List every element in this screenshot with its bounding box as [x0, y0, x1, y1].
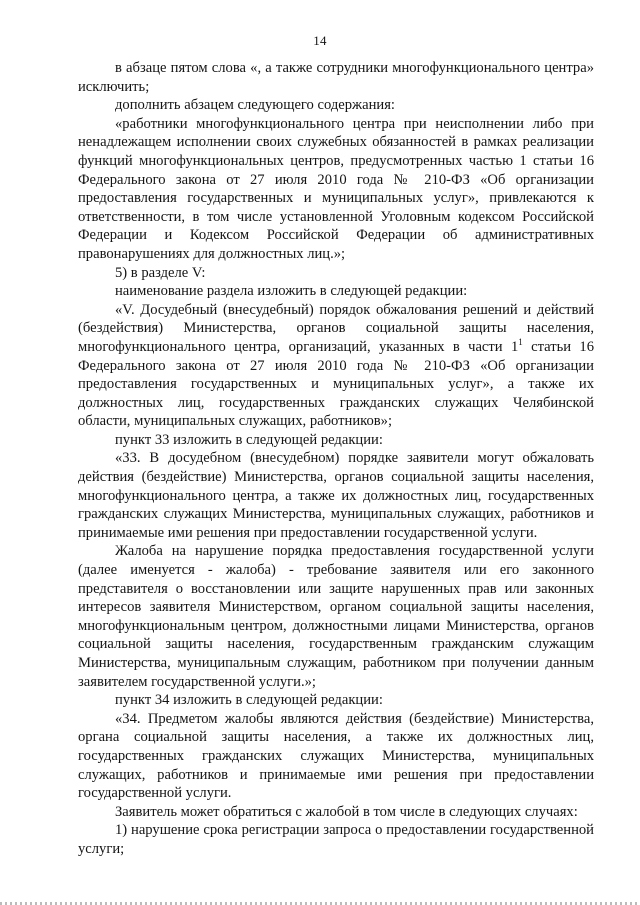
paragraph-3: «работники многофункционального центра при неисполнении либо при ненадлежащем исполнении своих служебных обязанностей в рамках реализации функций многофункциональных центров, предусмотренных частью 1 статьи 16 Федерального закона от 27 июля 2010 года № 210-ФЗ «Об организации предоставления государственных и муниципальных услуг», привлекаются к ответственности, в том числе установленной Уголовным кодексом Российской Федерации и Кодексом Российской Федерации об административных правонарушениях для должностных лиц.»;: [78, 115, 594, 262]
paragraph-8: «33. В досудебном (внесудебном) порядке заявители могут обжаловать действия (бездействие) Министерства, органов социальной защиты населения, многофункционального центра, а также их должностных лиц, государственных гражданских служащих Министерства, муниципальных служащих, работников и принимаемые ими решения при предоставлении государственной услуги.: [78, 450, 594, 541]
paragraph-7: пункт 33 изложить в следующей редакции:: [115, 431, 383, 448]
paragraph-9: Жалоба на нарушение порядка предоставления государственной услуги (далее именуется - жалоба) - требование заявителя или его законного представителя о восстановлении или защите нарушенных прав или законных интересов заявителя Министерством, органом социальной защиты населения, многофункциональным центром, должностными лицами Министерства, органов социальной защиты населения, государственным гражданским служащим Министерства, муниципальным служащим, работником при получении данным заявителем государственной услуги.»;: [78, 543, 594, 690]
paragraph-6-part-2: статьи 16 Федерального закона от 27 июля 2010 года № 210-ФЗ «Об организации предоставления государственных и муниципальных услуг», а также их должностных лиц, государственных гражданских служащих Челябинской области, муниципальных служащих, работников»;: [78, 338, 594, 430]
paragraph-6-superscript: 1: [518, 336, 523, 347]
paragraph-5: наименование раздела изложить в следующей редакции:: [115, 283, 468, 300]
paragraph-11: «34. Предметом жалобы являются действия (бездействие) Министерства, органа социальной защиты населения, а также их должностных лиц, государственных гражданских служащих Министерства, муниципальных служащих, работников и принимаемые ими решения при предоставлении государственной услуги.: [78, 710, 594, 802]
page-number: 14: [313, 33, 327, 48]
paragraph-2: дополнить абзацем следующего содержания:: [115, 97, 395, 114]
document-body: [78, 59, 594, 859]
paragraph-10: пункт 34 изложить в следующей редакции:: [115, 692, 383, 709]
paragraph-6: [78, 301, 594, 431]
paragraph-1: в абзаце пятом слова «, а также сотрудники многофункционального центра» исключить;: [78, 60, 594, 95]
paragraph-6-part-1: «V. Досудебный (внесудебный) порядок обжалования решений и действий (бездействия) Министерства, органов социальной защиты населения, многофункционального центра, организаций, указанных в части 1: [78, 301, 594, 355]
paragraph-4: 5) в разделе V:: [115, 264, 206, 281]
paragraph-13: 1) нарушение срока регистрации запроса о предоставлении государственной услуги;: [78, 822, 594, 857]
paragraph-12: Заявитель может обратиться с жалобой в том числе в следующих случаях:: [115, 803, 578, 820]
